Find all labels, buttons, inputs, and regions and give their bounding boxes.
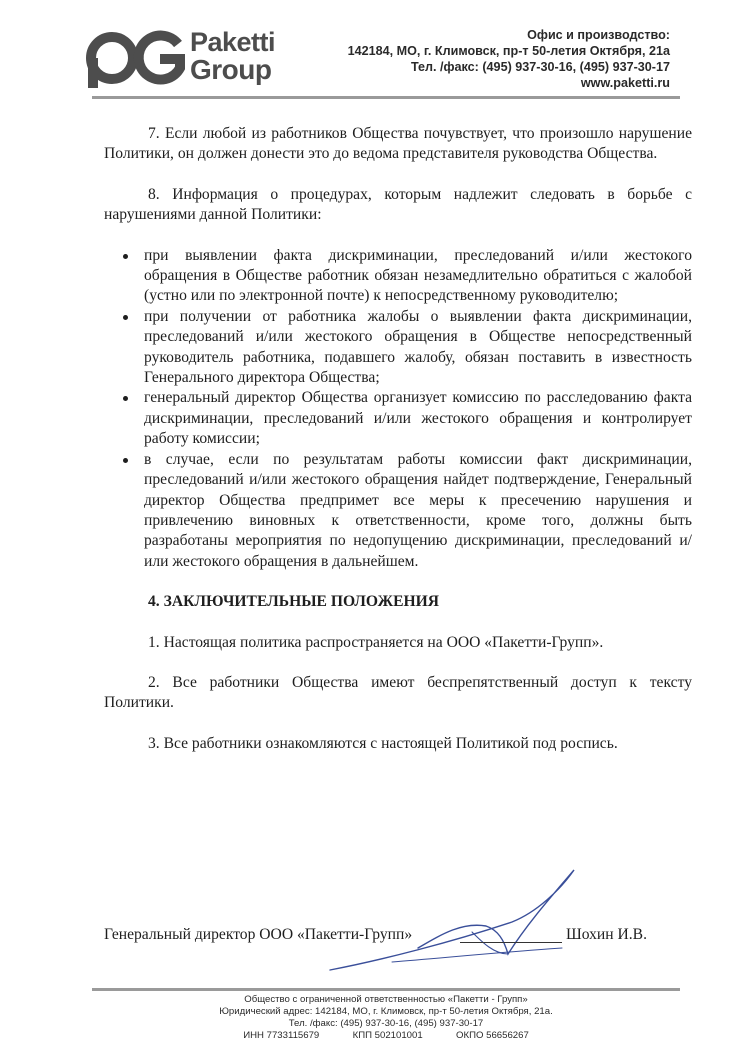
- procedure-list: [104, 246, 692, 573]
- footer: [92, 994, 680, 1042]
- footer-kpp: КПП 502101001: [352, 1030, 423, 1041]
- header-contacts: [348, 27, 670, 91]
- paragraph-7: 7. Если любой из работников Общества почувствует, что произошло нарушение Политики, он должен донести это до ведома представителя руководства Общества.: [104, 125, 692, 163]
- signer-name: Шохин И.В.: [566, 926, 647, 943]
- document-body: [104, 124, 692, 754]
- office-phone: Тел. /факс: (495) 937-30-16, (495) 937-30-17: [410, 60, 670, 74]
- logo-brand-text: Paketti: [190, 27, 276, 57]
- footer-legal-address: Юридический адрес: 142184, МО, г. Климовск, пр-т 50-летия Октября, 21а.: [219, 1006, 553, 1017]
- signature-underline: [460, 942, 562, 943]
- list-item: при получении от работника жалобы о выявлении факта дискриминации, преследований и/или жестокого обращения в Обществе непосредственный руководитель работника, подавшего жалобу, обязан поставить в известность Генерального директора Общества;: [104, 307, 692, 389]
- pg-logo-icon: [82, 28, 192, 94]
- footer-inn: ИНН 7733115679: [243, 1030, 320, 1041]
- paragraph-8: 8. Информация о процедурах, которым надлежит следовать в борьбе с нарушениями данной Политики:: [104, 185, 692, 224]
- list-item: в случае, если по результатам работы комиссии факт дискриминации, преследований и/или жестокого обращения найдет подтверждение, Генеральный директор Общества предпримет все меры к пресечению нарушения и привлечению виновных к ответственности, кроме того, должны быть разработаны мероприятия по недопущению дискриминации, преследований и/или жестокого обращения в дальнейшем.: [104, 450, 692, 572]
- final-clause-2: 2. Все работники Общества имеют беспрепятственный доступ к тексту Политики.: [104, 673, 692, 712]
- footer-divider: [92, 988, 680, 991]
- office-address: 142184, МО, г. Климовск, пр-т 50-летия Октября, 21а: [347, 44, 670, 58]
- handwritten-signature-icon: [322, 862, 592, 982]
- header-divider: [92, 96, 680, 99]
- final-clause-3: 3. Все работники ознакомляются с настоящей Политикой под роспись.: [148, 734, 618, 752]
- office-title: Офис и производство:: [527, 28, 670, 42]
- footer-okpo: ОКПО 56656267: [456, 1030, 529, 1041]
- list-item: при выявлении факта дискриминации, преследований и/или жестокого обращения в Обществе работник обязан незамедлительно обратиться с жалобой (устно или по электронной почте) к непосредственному руководителю;: [104, 246, 692, 307]
- final-clause-1: 1. Настоящая политика распространяется на ООО «Пакетти-Групп».: [148, 633, 604, 651]
- list-item: генеральный директор Общества организует комиссию по расследованию факта дискриминации, преследований и/или жестокого обращения и контролирует работу комиссии;: [104, 388, 692, 449]
- logo-group-text: Group: [190, 54, 272, 85]
- footer-phone: Тел. /факс: (495) 937-30-16, (495) 937-30-17: [288, 1018, 484, 1029]
- footer-company: Общество с ограниченной ответственностью «Пакетти - Групп»: [244, 994, 528, 1005]
- website-link[interactable]: www.paketti.ru: [580, 76, 670, 90]
- signer-title: Генеральный директор ООО «Пакетти-Групп»: [104, 926, 413, 943]
- footer-requisites: [92, 1030, 680, 1042]
- section-title: 4. ЗАКЛЮЧИТЕЛЬНЫЕ ПОЛОЖЕНИЯ: [148, 593, 439, 611]
